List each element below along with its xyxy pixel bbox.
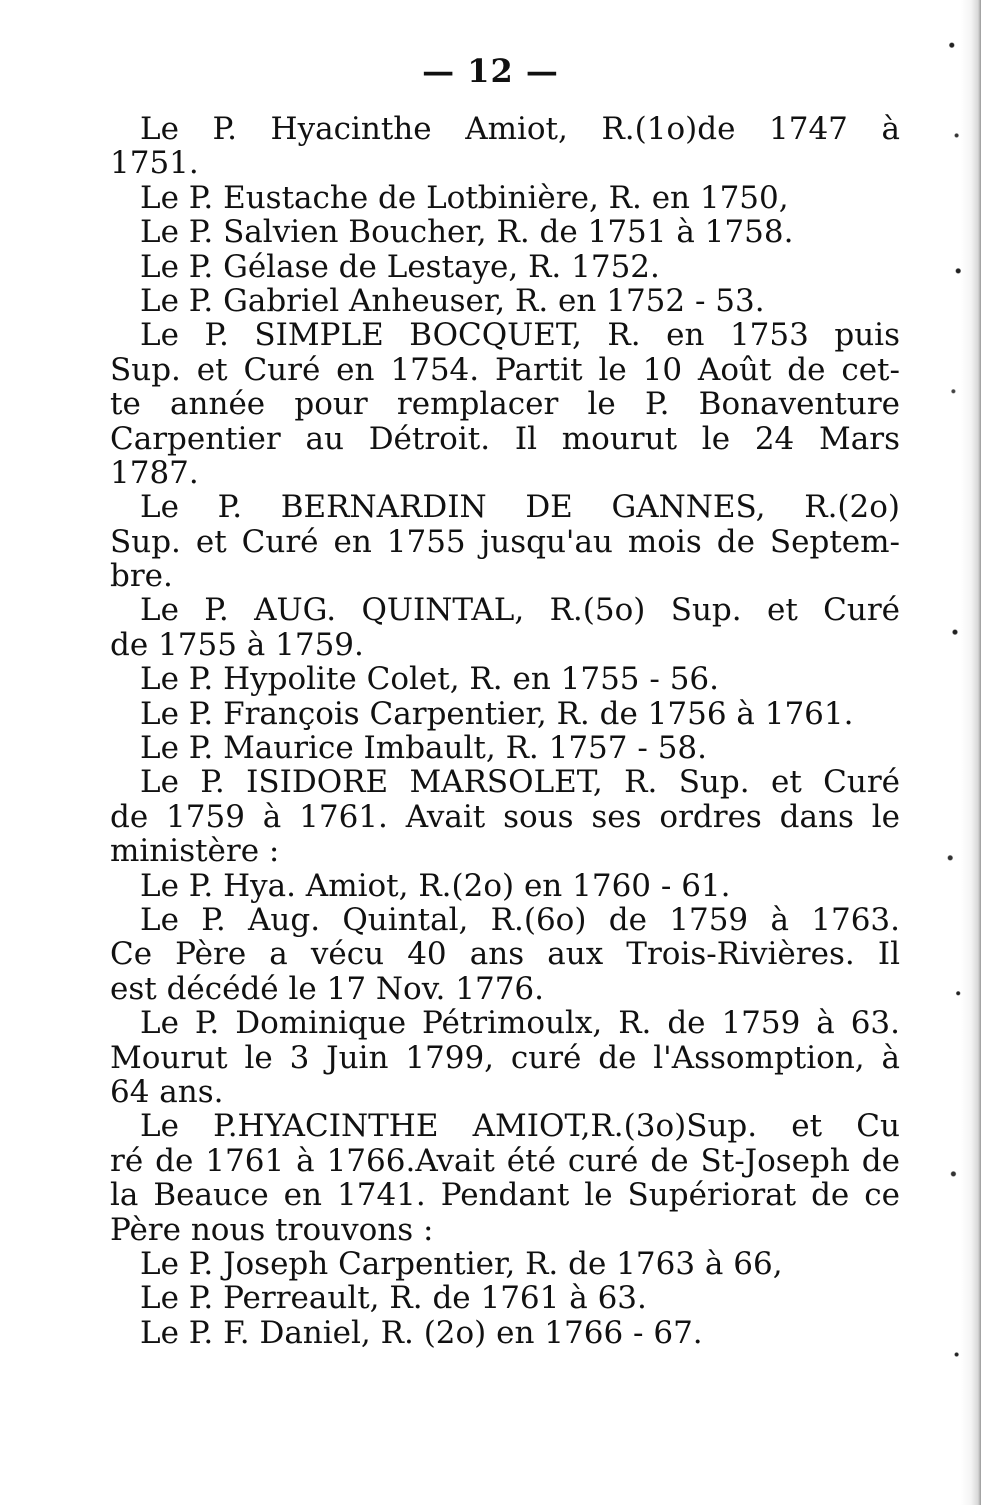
text-line: Ce Père a vécu 40 ans aux Trois-Rivières. Il: [110, 936, 900, 973]
text-line: Le P. Hyacinthe Amiot, R.(1o)de 1747 à: [140, 111, 900, 147]
text-line: Le P. Aug. Quintal, R.(6o) de 1759 à 1763.: [140, 901, 900, 938]
text-line: ministère :: [110, 833, 280, 870]
text-line: te année pour remplacer le P. Bonaventure: [110, 386, 900, 423]
text-line: 1787.: [110, 454, 199, 491]
text-line: Le P. SIMPLE BOCQUET, R. en 1753 puis: [140, 317, 900, 354]
text-line: Sup. et Curé en 1754. Partit le 10 Août de cet-: [110, 351, 900, 388]
text-line: Le P. Hypolite Colet, R. en 1755 - 56.: [140, 661, 720, 698]
text-line: 1751.: [110, 145, 199, 182]
text-line: Le P. Hya. Amiot, R.(2o) en 1760 - 61.: [140, 867, 731, 904]
text-line: Le P. Perreault, R. de 1761 à 63.: [140, 1280, 647, 1317]
text-line: Le P.HYACINTHE AMIOT,R.(3o)Sup. et Cu: [140, 1108, 900, 1145]
text-line: Le P. ISIDORE MARSOLET, R. Sup. et Curé: [140, 764, 900, 801]
text-line: Père nous trouvons :: [110, 1211, 434, 1248]
text-line: Le P. Salvien Boucher, R. de 1751 à 1758.: [140, 214, 794, 251]
text-line: Sup. et Curé en 1755 jusqu'au mois de Septem-: [110, 523, 900, 560]
text-line: Le P. François Carpentier, R. de 1756 à 1761.: [140, 695, 854, 732]
text-line: Le P. F. Daniel, R. (2o) en 1766 - 67.: [140, 1314, 703, 1351]
text-line: Le P. AUG. QUINTAL, R.(5o) Sup. et Curé: [140, 592, 900, 629]
text-line: Carpentier au Détroit. Il mourut le 24 Mars: [110, 420, 900, 457]
text-line: Le P. Gabriel Anheuser, R. en 1752 - 53.: [140, 282, 765, 319]
text-line: 64 ans.: [110, 1073, 224, 1110]
text-line: ré de 1761 à 1766.Avait été curé de St-Joseph de: [110, 1142, 900, 1179]
body-text: [110, 112, 900, 1350]
text-line: Le P. Joseph Carpentier, R. de 1763 à 66,: [140, 1245, 783, 1282]
text-line: Le P. Maurice Imbault, R. 1757 - 58.: [140, 730, 707, 767]
text-line: Mourut le 3 Juin 1799, curé de l'Assomption, à: [110, 1039, 900, 1076]
text-line: Le P. Eustache de Lotbinière, R. en 1750,: [140, 179, 789, 216]
text-line: de 1759 à 1761. Avait sous ses ordres dans le: [110, 798, 900, 835]
page-edge-specks: [939, 0, 971, 1505]
text-line: est décédé le 17 Nov. 1776.: [110, 970, 544, 1007]
page-number: — 12 —: [422, 52, 559, 90]
text-line: de 1755 à 1759.: [110, 626, 364, 663]
text-line: Le P. Dominique Pétrimoulx, R. de 1759 à 63.: [140, 1005, 900, 1042]
text-line: bre.: [110, 558, 173, 595]
text-line: Le P. BERNARDIN DE GANNES, R.(2o): [140, 489, 900, 526]
text-line: Le P. Gélase de Lestaye, R. 1752.: [140, 248, 660, 285]
text-line: la Beauce en 1741. Pendant le Supériorat de ce: [110, 1177, 900, 1214]
